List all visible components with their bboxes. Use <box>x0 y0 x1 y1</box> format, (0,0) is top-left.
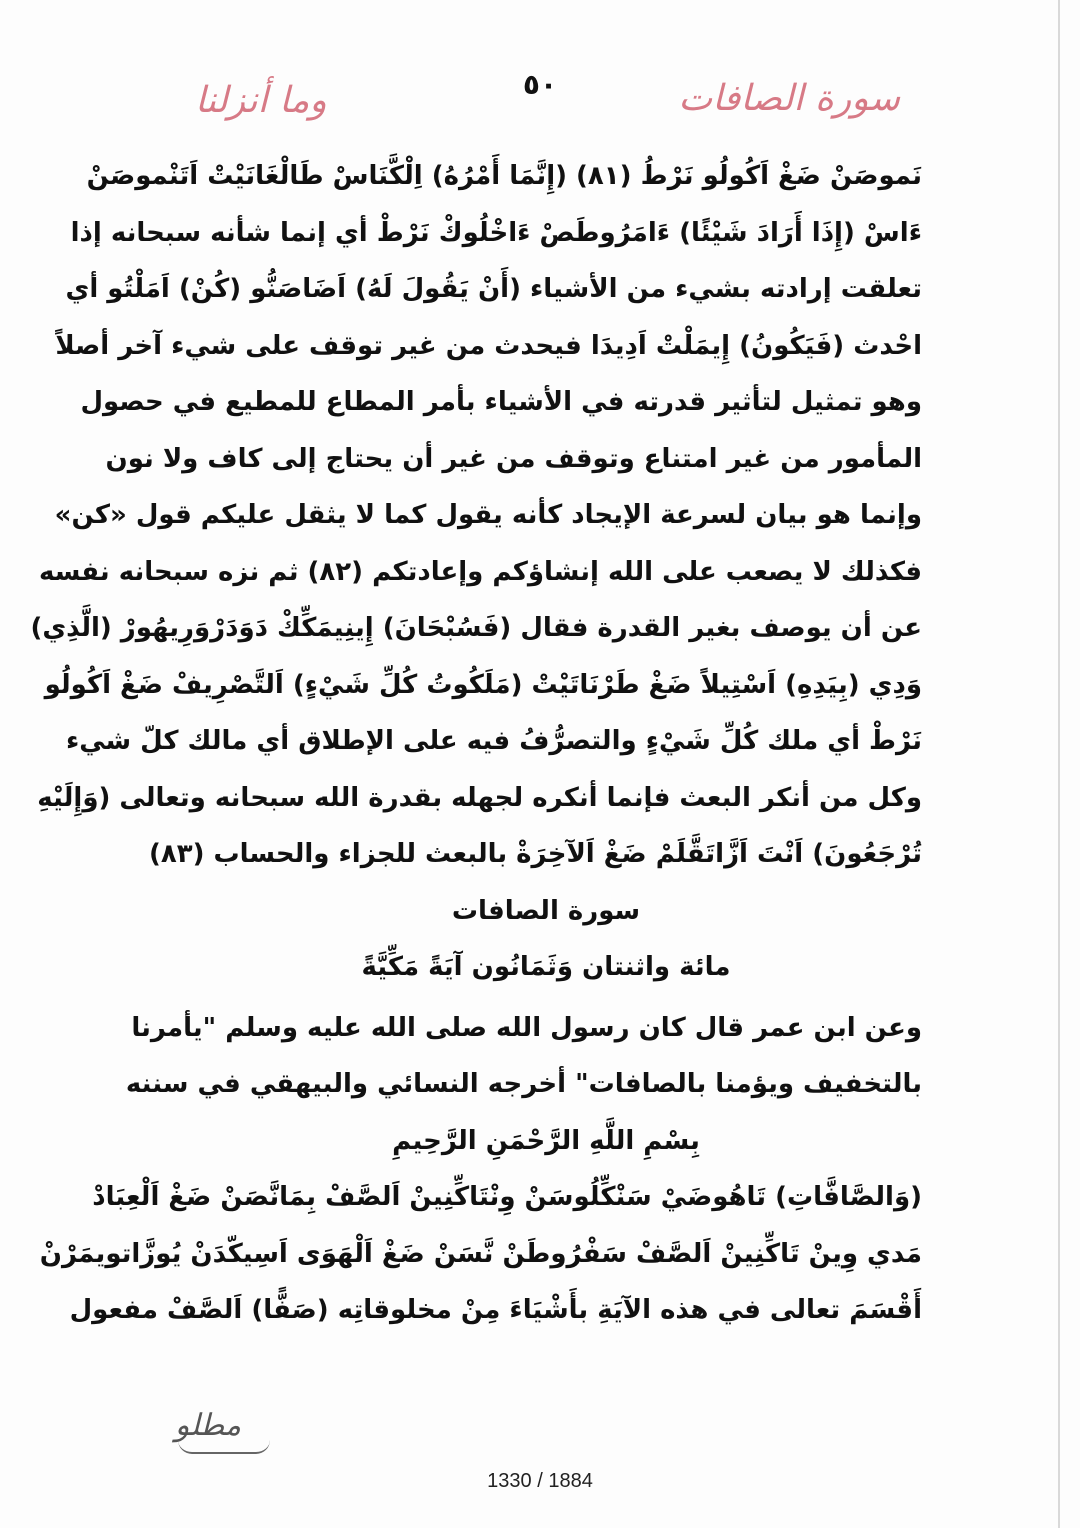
page-number: ٥٠ <box>522 68 558 101</box>
handwritten-signature: مطلو <box>175 1408 242 1443</box>
page-counter: 1330 / 1884 <box>487 1470 593 1492</box>
hadith-line: وعن ابن عمر قال كان رسول الله صلى الله عليه وسلم "يأمرنا <box>131 1012 922 1043</box>
surah-subtitle: مائة واثنتان وَثَمَانُون آيَةً مَكِّيَّةً <box>361 952 731 982</box>
text-line: وإنما هو بيان لسرعة الإيجاد كأنه يقول كما لا يثقل عليكم قول «كن» <box>54 500 922 530</box>
text-line: مَدي وِينْ تَاكِّنِينْ اَلصَّفْ سَفْرُوطَنْ نَّسَنْ ضَغْ اَلْهَوَى اَسِيكّدَنْ يُوزَّاتويمَرْنْ <box>39 1238 922 1269</box>
text-line: أَقْسَمَ تعالى في هذه الآيَةِ بأَشْيَاءَ مِنْ مخلوقاتِه (صَفًّا) اَلصَّفْ مفعول <box>69 1295 922 1325</box>
text-line: وَدِي (بِيَدِهِ) اَسْتِيلاً ضَغْ طَرْنَاتَيْتْ (مَلَكُوتُ كُلِّ شَيْءٍ) اَلتَّصْرِيفْ ضَغْ اَكُولُو <box>44 669 922 700</box>
surah-title: سورة الصافات <box>451 895 641 926</box>
text-line: (وَالصَّافَّاتِ) تَاهُوضَيْ سَنْكِّلُوسَنْ وِنْتَاكِّنِينْ اَلصَّفْ بِمَانَّصَنْ ضَغْ اَلْعِبَادْ <box>92 1182 922 1212</box>
text-line: تعلقت إرادته بشيء من الأشياء (أَنْ يَقُولَ لَهُ) اَضَاصَنُّو (كُنْ) اَمَلْتُو أي <box>65 274 922 304</box>
text-line: نَموصَنْ ضَغْ اَكُولُو نَرْطُ (٨١) (إِنَّمَا أَمْرُهُ) اِلْكَّنَاسْ طَالْغَانَيْتْ اَتَنْموصَنْ <box>86 161 922 191</box>
text-line: وكل من أنكر البعث فإنما أنكره لجهله بقدرة الله سبحانه وتعالى (وَإِلَيْهِ <box>37 782 922 813</box>
signature-underline <box>178 1440 270 1454</box>
handwritten-surah-note: سورة الصافات <box>678 78 900 119</box>
basmala: بِسْمِ اللَّهِ الرَّحْمَنِ الرَّحِيمِ <box>392 1125 700 1156</box>
text-line: المأمور من غير امتناع وتوقف من غير أن يحتاج إلى كاف ولا نون <box>105 443 922 474</box>
hadith-line: بالتخفيف ويؤمنا بالصافات" أخرجه النسائي والبيهقي في سننه <box>125 1069 922 1099</box>
handwritten-verse-note: وما أنزلنا <box>195 80 327 121</box>
page-body <box>30 148 922 1339</box>
text-line: وهو تمثيل لتأثير قدرته في الأشياء بأمر المطاع للمطيع في حصول <box>80 387 922 417</box>
text-line: عن أن يوصف بغير القدرة فقال (فَسُبْحَانَ) إِينِيمَكِّكْ دَوَدَرْوَرِيهُورْ (الَّذِي) <box>30 613 922 643</box>
text-line: تُرْجَعُونَ) اَنْتَ اَزَّاتَقَّلَمْ ضَغْ اَلآخِرَةْ بالبعث للجزاء والحساب (٨٣) <box>148 839 922 869</box>
text-line: نَرْطْ أي ملك كُلِّ شَيْءٍ والتصرُّفُ فيه على الإطلاق أي مالك كلّ شيء <box>65 726 922 756</box>
text-line: فكذلك لا يصعب على الله إنشاؤكم وإعادتكم (٨٢) ثم نزه سبحانه نفسه <box>38 556 922 587</box>
page-edge-line <box>1058 0 1060 1528</box>
text-line: احْدث (فَيَكُونُ) إِيمَلْتْ اَدِيدَا فيحدث من غير توقف على شيء آخر أصلاً <box>55 330 922 361</box>
text-line: ءَاسْ (إِذَا أَرَادَ شَيْئًا) ءَامَرُوطَصْ ءَاخْلُوكْ نَرْطْ أي إنما شأنه سبحانه إذا <box>70 217 922 248</box>
